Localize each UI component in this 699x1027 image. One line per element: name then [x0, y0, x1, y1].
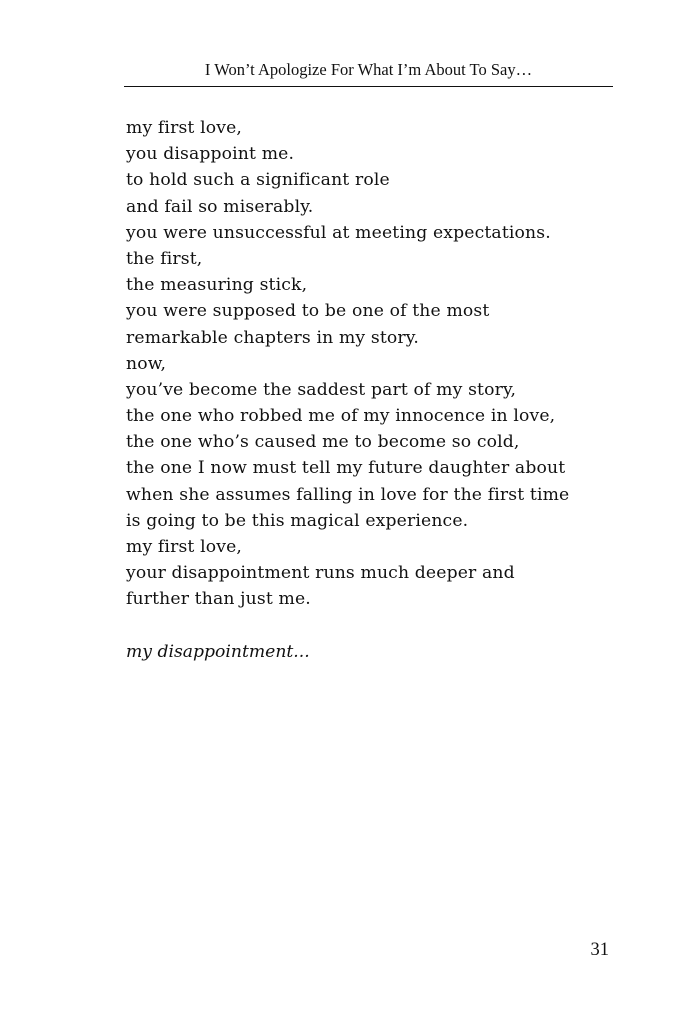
- poem-line: my first love,: [126, 537, 243, 557]
- poem-line: the measuring stick,: [126, 275, 308, 296]
- poem-line: you disappoint me.: [126, 144, 295, 165]
- poem-line: my first love,: [126, 118, 243, 138]
- running-header: I Won’t Apologize For What I’m About To Say…: [204, 60, 533, 79]
- poem-line: the one I now must tell my future daughter about: [126, 458, 566, 479]
- poem-line: is going to be this magical experience.: [126, 510, 469, 531]
- page-number: 31: [590, 940, 609, 960]
- poem-body: [126, 115, 686, 613]
- poem-line: the one who’s caused me to become so cold,: [126, 432, 520, 453]
- poem-line: you were unsuccessful at meeting expectations.: [126, 222, 551, 243]
- poem-line: you were supposed to be one of the most: [126, 301, 490, 322]
- poem-line: the first,: [126, 248, 203, 269]
- poem-line: to hold such a significant role: [126, 170, 390, 191]
- poem-line: further than just me.: [126, 589, 311, 610]
- poem-line: your disappointment runs much deeper and: [126, 563, 515, 584]
- poem-line: now,: [126, 353, 167, 374]
- poem-line: and fail so miserably.: [126, 196, 314, 217]
- poem-line: you’ve become the saddest part of my story,: [126, 379, 517, 400]
- poem-closing-line: my disappointment...: [126, 642, 310, 662]
- header-rule: [124, 86, 613, 87]
- poem-line: remarkable chapters in my story.: [126, 327, 419, 348]
- poem-line: the one who robbed me of my innocence in love,: [126, 406, 556, 427]
- poem-line: when she assumes falling in love for the first time: [126, 484, 570, 505]
